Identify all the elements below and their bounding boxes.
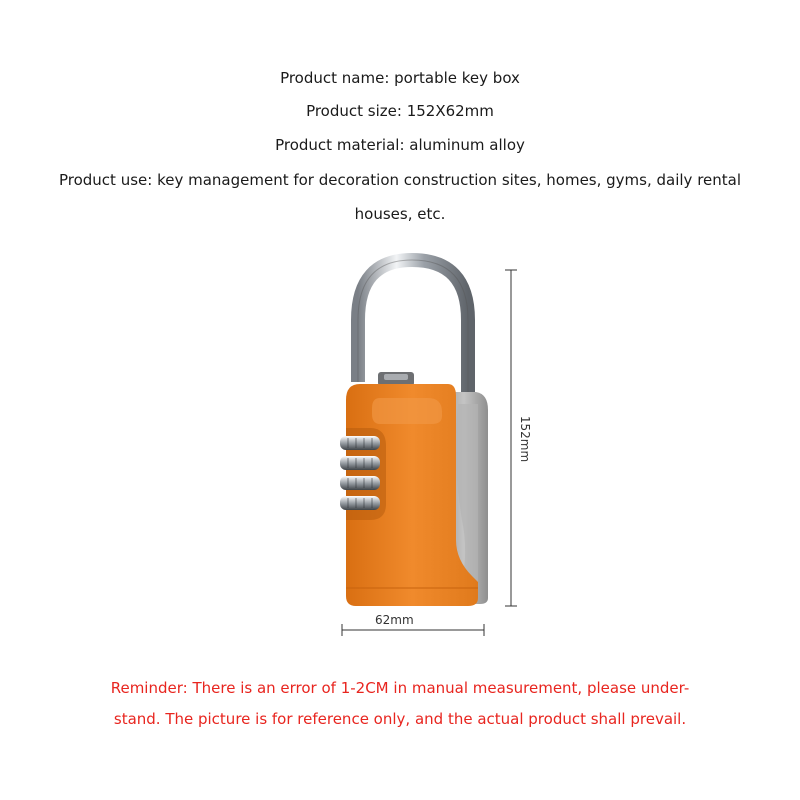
product-use-line1: Product use: key management for decoration construction sites, homes, gyms, daily rental xyxy=(58,171,742,189)
height-dimension-line xyxy=(505,270,517,606)
height-dimension-label: 152mm xyxy=(518,415,533,463)
product-use-line2: houses, etc. xyxy=(354,205,446,223)
reminder-line1: Reminder: There is an error of 1-2CM in manual measurement, please under- xyxy=(110,679,690,697)
product-name: Product name: portable key box xyxy=(280,69,520,87)
dial-1 xyxy=(340,436,380,450)
reminder-line2: stand. The picture is for reference only, and the actual product shall prevail. xyxy=(113,710,687,728)
product-material: Product material: aluminum alloy xyxy=(275,136,525,154)
dial-3 xyxy=(340,476,380,490)
dial-4 xyxy=(340,496,380,510)
width-dimension-label: 62mm xyxy=(375,613,414,627)
dial-2 xyxy=(340,456,380,470)
product-size: Product size: 152X62mm xyxy=(306,102,494,120)
